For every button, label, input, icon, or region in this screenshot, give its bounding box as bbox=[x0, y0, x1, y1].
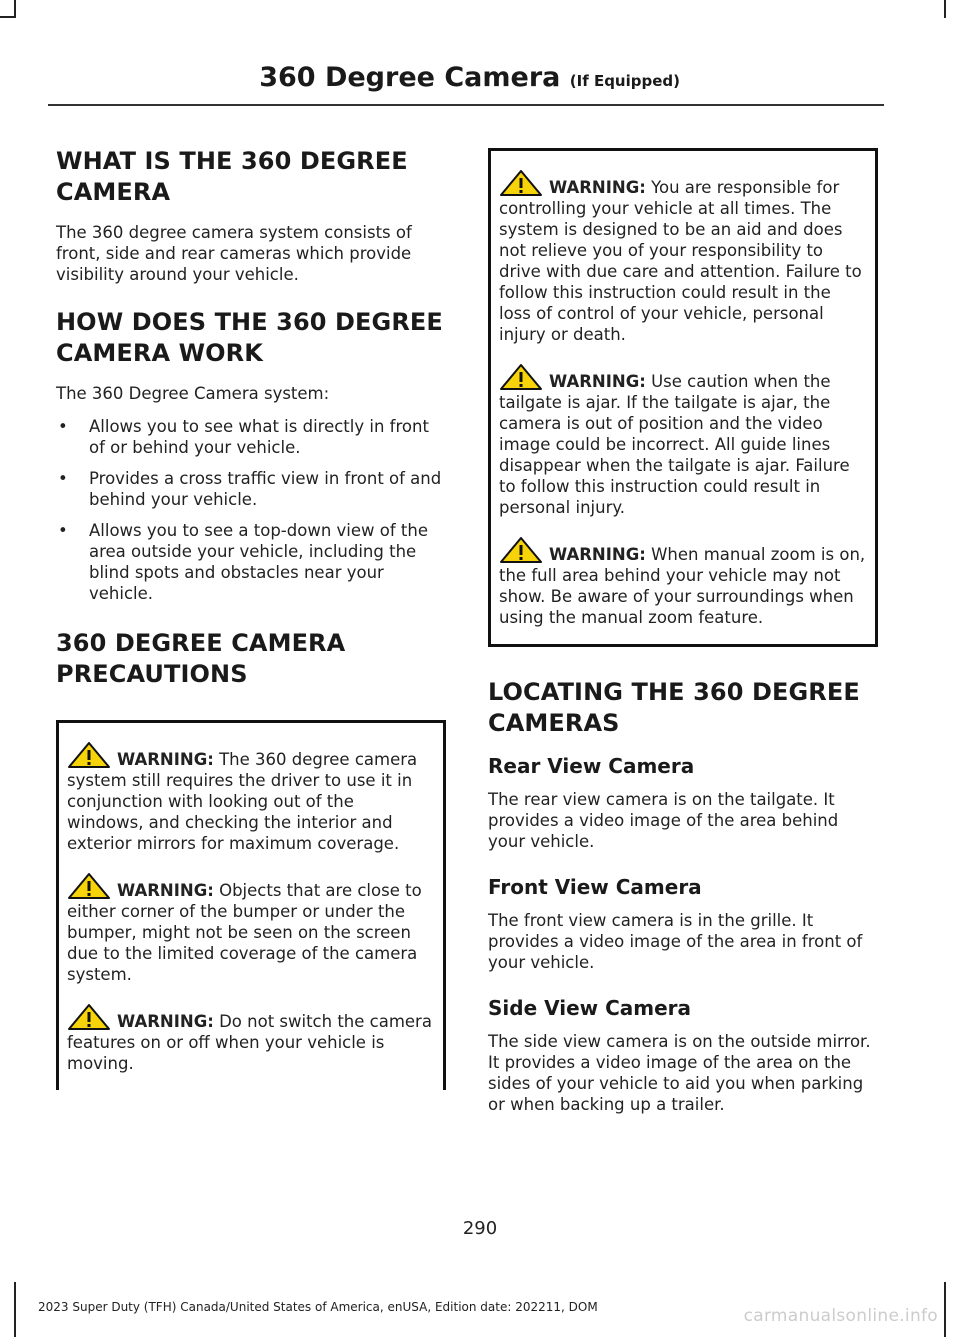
warning-item bbox=[67, 872, 435, 985]
warning-text: When manual zoom is on, the full area behind your vehicle may not show. Be aware of your surroundings when using the manual zoom feature. bbox=[499, 545, 866, 627]
warning-box bbox=[56, 720, 446, 1090]
header-title-suffix: (If Equipped) bbox=[569, 72, 680, 90]
page-header-title bbox=[259, 62, 680, 93]
watermark: carmanualsonline.info bbox=[743, 1306, 938, 1326]
left-column bbox=[56, 146, 446, 1090]
page-number: 290 bbox=[462, 1218, 498, 1239]
warning-triangle-icon bbox=[499, 169, 543, 197]
bullet-marker: • bbox=[58, 469, 68, 488]
section-heading-precautions: 360 DEGREE CAMERA PRECAUTIONS bbox=[56, 629, 346, 688]
section-heading-what-is: WHAT IS THE 360 DEGREE CAMERA bbox=[56, 147, 408, 206]
warning-label: WARNING: bbox=[117, 750, 214, 769]
subheading-side-view: Side View Camera bbox=[488, 996, 692, 1020]
subheading-front-view: Front View Camera bbox=[488, 875, 702, 899]
list-item: • Provides a cross traffic view in front of and behind your vehicle. bbox=[58, 469, 442, 509]
edition-footer: 2023 Super Duty (TFH) Canada/United States of America, enUSA, Edition date: 202211, DOM bbox=[38, 1300, 598, 1314]
header-title-text: 360 Degree Camera bbox=[259, 62, 561, 93]
header-divider bbox=[48, 104, 884, 106]
warning-item bbox=[499, 536, 867, 628]
right-column bbox=[488, 148, 878, 1137]
warning-text: Objects that are close to either corner of the bumper or under the bumper, might not be seen on the screen due to the limited coverage of the camera system. bbox=[67, 881, 422, 984]
warning-item bbox=[499, 363, 867, 518]
intro-paragraph: The 360 degree camera system consists of front, side and rear cameras which provide visibility around your vehicle. bbox=[56, 223, 412, 284]
warning-triangle-icon bbox=[67, 741, 111, 769]
list-item: • Allows you to see a top-down view of the area outside your vehicle, including the blind spots and obstacles near your vehicle. bbox=[58, 521, 428, 603]
warning-item bbox=[67, 741, 435, 854]
warning-text: You are responsible for controlling your vehicle at all times. The system is designed to be an aid and does not relieve you of your responsibility to drive with due care and attention. Failure to follow this instruction could result in the loss of control of your vehicle, personal injury or death. bbox=[499, 178, 862, 344]
warning-text: The 360 degree camera system still requires the driver to use it in conjunction with looking out of the windows, and checking the interior and exterior mirrors for maximum coverage. bbox=[67, 750, 418, 853]
crop-mark bbox=[0, 16, 16, 18]
side-view-text: The side view camera is on the outside mirror. It provides a video image of the area on the sides of your vehicle to aid you when parking or when backing up a trailer. bbox=[488, 1032, 871, 1114]
system-intro: The 360 Degree Camera system: bbox=[56, 384, 330, 403]
warning-triangle-icon bbox=[67, 872, 111, 900]
warning-text: Use caution when the tailgate is ajar. If the tailgate is ajar, the camera is out of position and the video image could be incorrect. All guide lines disappear when the tailgate is ajar. Failure to follow this instruction could result in personal injury. bbox=[499, 372, 850, 517]
section-heading-locating: LOCATING THE 360 DEGREE CAMERAS bbox=[488, 678, 860, 737]
front-view-text: The front view camera is in the grille. It provides a video image of the area in front of your vehicle. bbox=[488, 911, 863, 972]
warning-label: WARNING: bbox=[549, 178, 646, 197]
warning-triangle-icon bbox=[67, 1003, 111, 1031]
warning-triangle-icon bbox=[499, 536, 543, 564]
bullet-marker: • bbox=[58, 521, 68, 540]
crop-mark bbox=[14, 1282, 16, 1337]
warning-label: WARNING: bbox=[117, 881, 214, 900]
warning-text: Do not switch the camera features on or off when your vehicle is moving. bbox=[67, 1012, 432, 1073]
feature-list bbox=[56, 416, 446, 604]
rear-view-text: The rear view camera is on the tailgate. It provides a video image of the area behind your vehicle. bbox=[488, 790, 839, 851]
crop-mark bbox=[944, 0, 946, 18]
subheading-rear-view: Rear View Camera bbox=[488, 754, 695, 778]
warning-box bbox=[488, 148, 878, 647]
list-item: • Allows you to see what is directly in front of or behind your vehicle. bbox=[58, 417, 429, 457]
bullet-marker: • bbox=[58, 417, 68, 436]
section-heading-how-works: HOW DOES THE 360 DEGREE CAMERA WORK bbox=[56, 308, 443, 367]
warning-item bbox=[67, 1003, 435, 1074]
warning-label: WARNING: bbox=[117, 1012, 214, 1031]
crop-mark bbox=[944, 1282, 946, 1337]
warning-label: WARNING: bbox=[549, 545, 646, 564]
warning-item bbox=[499, 169, 867, 345]
warning-label: WARNING: bbox=[549, 372, 646, 391]
warning-triangle-icon bbox=[499, 363, 543, 391]
